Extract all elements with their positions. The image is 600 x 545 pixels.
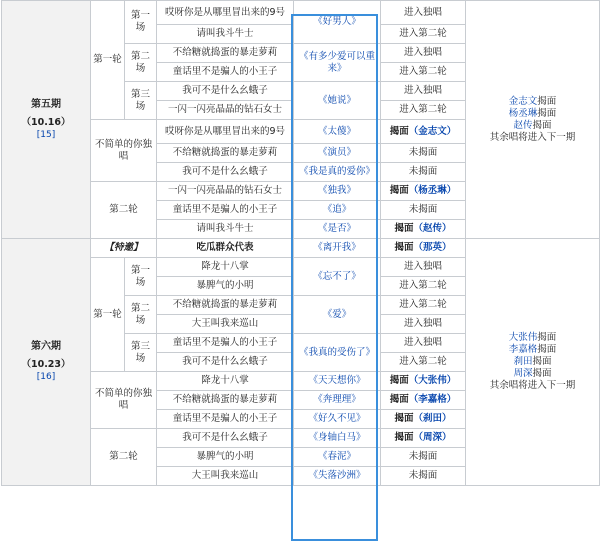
episode-date: （10.16）: [21, 116, 71, 128]
singer-link[interactable]: 李嘉格: [508, 344, 538, 355]
round-label: 第一轮: [91, 258, 125, 372]
episode-cell: [2, 1, 91, 239]
result-cell: 进入第二轮: [381, 101, 466, 120]
singer-name: 童话里不是骗人的小王子: [157, 334, 294, 353]
episode-title: 第六期: [31, 341, 61, 352]
song-title[interactable]: 《天天想你》: [294, 372, 381, 391]
singer-link[interactable]: 大张伟: [508, 332, 538, 343]
singer-name: 我可不是什么幺蛾子: [157, 429, 294, 448]
song-title[interactable]: 《我是真的爱你》: [294, 163, 381, 182]
singer-name: 请叫我斗牛士: [157, 25, 294, 44]
result-cell: 进入第二轮: [381, 353, 466, 372]
singer-name: 童话里不是骗人的小王子: [157, 410, 294, 429]
song-title[interactable]: 《她说》: [294, 82, 381, 120]
result-cell: 未揭面: [381, 201, 466, 220]
song-title[interactable]: 《有多少爱可以重来》: [294, 44, 381, 82]
result-cell: 揭面（那英）: [381, 239, 466, 258]
song-title[interactable]: 《好男人》: [294, 1, 381, 44]
song-title[interactable]: 《独我》: [294, 182, 381, 201]
match-label: 第三场: [125, 334, 157, 372]
result-cell: 揭面（金志文）: [381, 120, 466, 144]
result-cell: 进入独唱: [381, 334, 466, 353]
result-cell: 进入独唱: [381, 315, 466, 334]
singer-name: 一闪一闪亮晶晶的钻石女士: [157, 101, 294, 120]
match-label: 第二场: [125, 44, 157, 82]
singer-name: 哎呀你是从哪里冒出来的9号: [157, 1, 294, 25]
result-cell: 未揭面: [381, 448, 466, 467]
table-row: [2, 1, 600, 25]
singer-name: 童话里不是骗人的小王子: [157, 201, 294, 220]
episode-date: （10.23）: [21, 359, 71, 370]
song-title[interactable]: 《演员》: [294, 144, 381, 163]
reference-link[interactable]: [16]: [36, 372, 56, 382]
singer-name: 我可不是什么幺蛾子: [157, 82, 294, 101]
result-cell: 进入第二轮: [381, 296, 466, 315]
singer-link[interactable]: 杨丞琳: [508, 107, 538, 119]
song-title[interactable]: 《身轴白马》: [294, 429, 381, 448]
song-title[interactable]: 《好久不见》: [294, 410, 381, 429]
singer-name: 不给糖就捣蛋的暴走萝莉: [157, 144, 294, 163]
singer-name: 降龙十八掌: [157, 258, 294, 277]
result-cell: 揭面（杨丞琳）: [381, 182, 466, 201]
song-title[interactable]: 《太傻》: [294, 120, 381, 144]
summary-note: 大张伟揭面 李嘉格揭面 刹田揭面 周深揭面 其余唱将进入下一期: [466, 239, 600, 486]
singer-link[interactable]: 赵传: [513, 119, 533, 131]
song-title[interactable]: 《追》: [294, 201, 381, 220]
episode-title: 第五期: [31, 98, 61, 110]
result-cell: 揭面（大张伟）: [381, 372, 466, 391]
result-cell: 进入第二轮: [381, 277, 466, 296]
results-table: [1, 0, 600, 486]
singer-name: 吃瓜群众代表: [157, 239, 294, 258]
singer-name: 不给糖就捣蛋的暴走萝莉: [157, 391, 294, 410]
singer-name: 童话里不是骗人的小王子: [157, 63, 294, 82]
match-label: 第三场: [125, 82, 157, 120]
singer-name: 不给糖就捣蛋的暴走萝莉: [157, 296, 294, 315]
singer-name: 暴脾气的小明: [157, 448, 294, 467]
singer-name: 一闪一闪亮晶晶的钻石女士: [157, 182, 294, 201]
table-row: [2, 239, 600, 258]
result-cell: 揭面（刹田）: [381, 410, 466, 429]
summary-note: 金志文揭面 杨丞琳揭面 赵传揭面 其余唱将进入下一期: [466, 1, 600, 239]
song-title[interactable]: 《离开我》: [294, 239, 381, 258]
result-cell: 揭面（周深）: [381, 429, 466, 448]
singer-name: 我可不是什么幺蛾子: [157, 163, 294, 182]
episode-cell: [2, 239, 91, 486]
singer-name: 降龙十八掌: [157, 372, 294, 391]
singer-name: 大王叫我来巡山: [157, 467, 294, 486]
round-label: 不简单的你独唱: [91, 120, 157, 182]
result-cell: 未揭面: [381, 467, 466, 486]
special-label: 【特邀】: [91, 239, 157, 258]
song-title[interactable]: 《奔理理》: [294, 391, 381, 410]
match-label: 第一场: [125, 1, 157, 44]
singer-name: 暴脾气的小明: [157, 277, 294, 296]
result-cell: 揭面（李嘉格）: [381, 391, 466, 410]
round-label: 第一轮: [91, 1, 125, 120]
song-title[interactable]: 《春泥》: [294, 448, 381, 467]
singer-name: 哎呀你是从哪里冒出来的9号: [157, 120, 294, 144]
round-label: 第二轮: [91, 429, 157, 486]
round-label: 第二轮: [91, 182, 157, 239]
reference-link[interactable]: [15]: [36, 129, 56, 140]
result-cell: 揭面（赵传）: [381, 220, 466, 239]
round-label: 不简单的你独唱: [91, 372, 157, 429]
singer-link[interactable]: 周深: [513, 368, 533, 379]
song-title[interactable]: 《失落沙洲》: [294, 467, 381, 486]
result-cell: 进入第二轮: [381, 63, 466, 82]
singer-link[interactable]: 金志文: [508, 95, 538, 107]
match-label: 第一场: [125, 258, 157, 296]
singer-link[interactable]: 刹田: [513, 356, 533, 367]
singer-name: 大王叫我来巡山: [157, 315, 294, 334]
result-cell: 进入独唱: [381, 82, 466, 101]
result-cell: 进入第二轮: [381, 25, 466, 44]
result-cell: 未揭面: [381, 163, 466, 182]
singer-name: 请叫我斗牛士: [157, 220, 294, 239]
song-title[interactable]: 《是否》: [294, 220, 381, 239]
match-label: 第二场: [125, 296, 157, 334]
result-cell: 进入独唱: [381, 1, 466, 25]
result-cell: 未揭面: [381, 144, 466, 163]
singer-name: 不给糖就捣蛋的暴走萝莉: [157, 44, 294, 63]
result-cell: 进入独唱: [381, 258, 466, 277]
singer-name: 我可不是什么幺蛾子: [157, 353, 294, 372]
song-title[interactable]: 《我真的受伤了》: [294, 334, 381, 372]
song-title[interactable]: 《忘不了》: [294, 258, 381, 296]
result-cell: 进入独唱: [381, 44, 466, 63]
song-title[interactable]: 《爱》: [294, 296, 381, 334]
